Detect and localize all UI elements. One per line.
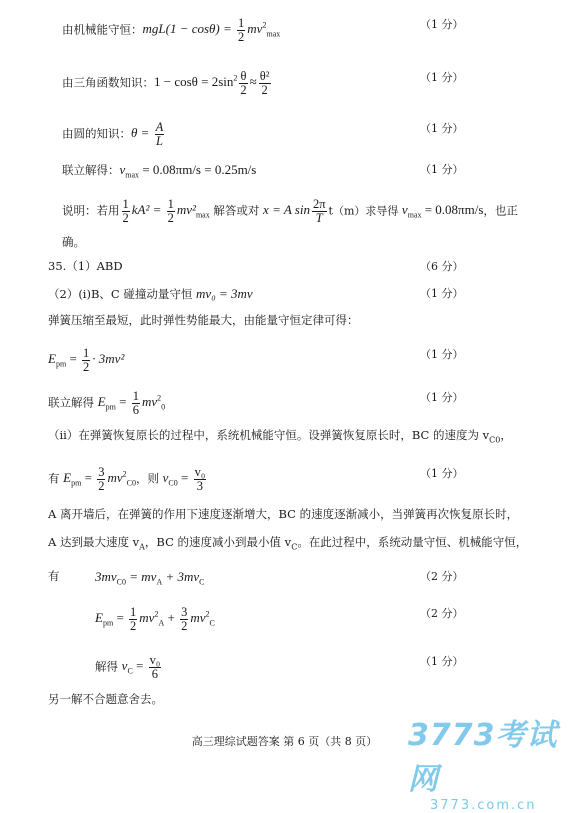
formula: mgL(1 − cosθ) = $\frac{1}{2}$ $mv^2_{max}$ xyxy=(142,16,281,44)
score-label: （2 分） xyxy=(420,570,464,583)
line-label: 由圆的知识： xyxy=(62,126,131,141)
line-label: 联立解得： xyxy=(62,163,120,177)
score-label: （1 分） xyxy=(420,348,464,361)
site-logo: 3773考试网 3773.com.cn xyxy=(408,718,558,813)
score-label: （1 分） xyxy=(420,71,464,84)
score-label: （2 分） xyxy=(420,607,464,620)
score-label: （6 分） xyxy=(420,260,464,273)
line-label: 由机械能守恒： xyxy=(62,22,143,37)
score-label: （1 分） xyxy=(420,391,464,404)
score-label: （1 分） xyxy=(420,287,464,300)
formula: $1 - \cos\theta = 2\sin^2$ $\frac{\theta}{2}$ ≈ $\frac{\text{θ²}}{2}$ xyxy=(154,69,270,97)
page-footer: 高三理综试题答案 第 6 页（共 8 页） xyxy=(191,735,378,748)
score-label: （1 分） xyxy=(420,655,464,668)
formula: $v_{max} = 0.08\pi m/s = 0.25m/s$ xyxy=(119,162,257,180)
formula: θ = $\frac{A}{L}$ xyxy=(131,120,164,148)
score-label: （1 分） xyxy=(420,18,464,31)
score-label: （1 分） xyxy=(420,163,464,176)
answer-page: 由机械能守恒：mgL(1 − cosθ) = $\frac{1}{2}$ $mv^2_{max}$ （1 分） 由三角函数知识：$1 - \cos\theta = 2\sin^2$ $\frac{\theta}{2}$ ≈ $\frac{\text{θ²}}{2}$ （1 分） 由圆的知识：θ = $\frac{A}{L}$ （1 分） 联立解得：$v_{max} = 0.08\pi m/s = 0.25m/s$ （1 分） 说明：若用 $\frac{1}{2}$ kA² = $\frac{1}{2}$ $mv^2_{max}$ 解答或对 x = A sin $\frac{2\pi}{T}$ t（m）求导得 $v_{max} = 0.08\pi m/s$，也正 确。 35.（1）ABD （6 分） （2）(i)B、C 碰撞动量守恒 mv₀ = 3mv （1 分） 弹簧压缩至最短，此时弹性势能最大，由能量守恒定律可得： $E_{pm}$ = $\frac{1}{2}$ · 3mv² （1 分） 联立解得 $E_{pm}$ = $\frac{1}{6}$ $mv^2_0$ （1 分） （ii）在弹簧恢复原长的过程中，系统机械能守恒。设弹簧恢复原长时，BC 的速度为 $v_{C0}$， 有 $E_{pm}$ = $\frac{3}{2}$ $mv^2_{C0}$，则 $v_{C0}$ = $\frac{\text{v₀}}{3}$ （1 分） A 离开墙后，在弹簧的作用下速度逐渐增大，BC 的速度逐渐减小，当弹簧再次恢复原长时， A 达到最大速度 $v_A$，BC 的速度减小到最小值 $v_C$。在此过程中，系统动量守恒、机械能守恒， 有 $3mv_{C0} = mv_A + 3mv_C$ （2 分） $E_{pm}$ = $\frac{1}{2}$ $mv^2_A$ + $\frac{3}{2}$ $mv^2_C$ （2 分） 解得 $v_C$ = $\frac{\text{v₀}}{6}$ （1 分） 另一解不合题意舍去。 高三理综试题答案 第 6 页（共 8 页） 3773考试网 3773.com.cn xyxy=(0,0,569,774)
score-label: （1 分） xyxy=(420,122,464,135)
line-label: 由三角函数知识： xyxy=(62,75,154,90)
score-label: （1 分） xyxy=(420,467,464,480)
